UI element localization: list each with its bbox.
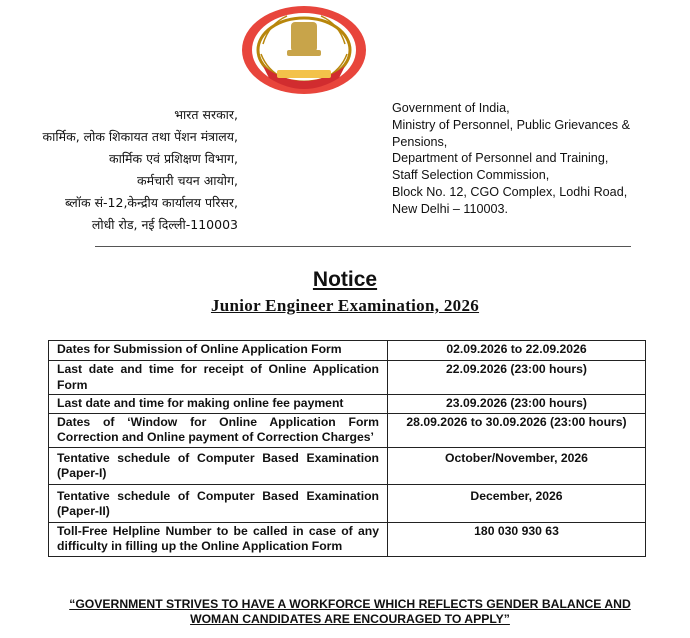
english-address-line: Government of India,: [392, 101, 510, 115]
schedule-label: Tentative schedule of Computer Based Examination (Paper-II): [49, 484, 388, 522]
schedule-value: October/November, 2026: [388, 447, 646, 484]
header-divider: [95, 246, 631, 247]
english-address-line: Ministry of Personnel, Public Grievances &: [392, 117, 630, 132]
english-address-line: New Delhi – 110003.: [392, 201, 508, 216]
schedule-label: Toll-Free Helpline Number to be called in case of any difficulty in filling up the Online Application Form: [49, 522, 388, 556]
english-address-line: Department of Personnel and Training,: [392, 151, 609, 166]
schedule-label: Tentative schedule of Computer Based Examination (Paper-I): [49, 447, 388, 484]
hindi-address-line: कर्मचारी चयन आयोग,: [137, 173, 238, 188]
english-address-block: [392, 100, 642, 218]
ssc-emblem-seal-icon: [239, 4, 369, 97]
table-row: [49, 395, 646, 414]
table-row: [49, 484, 646, 522]
schedule-label: Dates of ‘Window for Online Application Form Correction and Online payment of Correction Charges’: [49, 413, 388, 447]
notice-title: Notice: [312, 268, 378, 291]
schedule-label: Last date and time for making online fee payment: [49, 395, 388, 414]
table-row: [49, 413, 646, 447]
table-row: [49, 341, 646, 361]
schedule-value: December, 2026: [388, 484, 646, 522]
schedule-table: [48, 340, 646, 557]
hindi-address-line: भारत सरकार,: [174, 107, 238, 122]
hindi-address-line: लोधी रोड, नई दिल्ली-110003: [91, 217, 238, 232]
table-row: [49, 361, 646, 395]
english-address-line: Pensions,: [392, 134, 448, 149]
exam-subtitle: Junior Engineer Examination, 2026: [210, 296, 480, 315]
schedule-value: 02.09.2026 to 22.09.2026: [388, 341, 646, 361]
table-row: [49, 447, 646, 484]
hindi-address-line: ब्लॉक सं-12,केन्द्रीय कार्यालय परिसर,: [64, 195, 238, 210]
ssc-emblem-logo: [239, 4, 369, 97]
table-row: [49, 522, 646, 556]
schedule-value: 22.09.2026 (23:00 hours): [388, 361, 646, 395]
english-address-line: Block No. 12, CGO Complex, Lodhi Road,: [392, 184, 628, 199]
schedule-value: 28.09.2026 to 30.09.2026 (23:00 hours): [388, 413, 646, 447]
hindi-address-line: कार्मिक, लोक शिकायत तथा पेंशन मंत्रालय,: [42, 129, 238, 144]
hindi-address-block: [0, 104, 238, 236]
schedule-label: Last date and time for receipt of Online Application Form: [49, 361, 388, 395]
schedule-label: Dates for Submission of Online Application Form: [49, 341, 388, 361]
slogan-text: “GOVERNMENT STRIVES TO HAVE A WORKFORCE WHICH REFLECTS GENDER BALANCE AND WOMAN CANDIDATES ARE ENCOURAGED TO APPLY”: [69, 597, 631, 626]
hindi-address-line: कार्मिक एवं प्रशिक्षण विभाग,: [108, 151, 238, 166]
gender-balance-slogan: [60, 597, 640, 627]
schedule-value: 180 030 930 63: [388, 522, 646, 556]
english-address-line: Staff Selection Commission,: [392, 168, 550, 183]
schedule-value: 23.09.2026 (23:00 hours): [388, 395, 646, 414]
